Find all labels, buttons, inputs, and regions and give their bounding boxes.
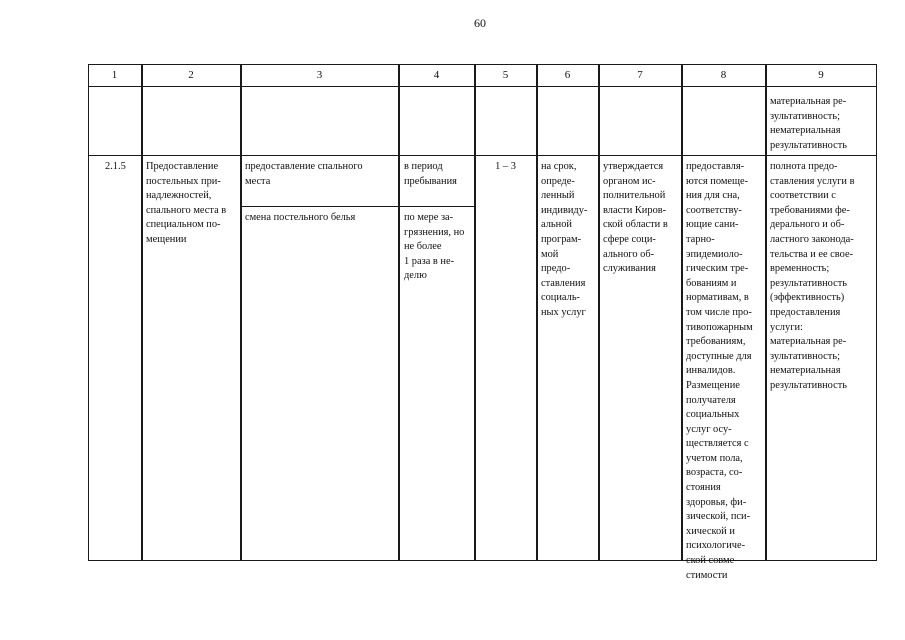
header-col-7: 7 [637,69,643,81]
service-volume: 1 – 3 [495,161,516,172]
header-col-2: 2 [188,69,194,81]
col-border-4 [474,64,476,561]
subrow-divider [240,206,476,207]
service-period: на срок, опреде- ленный индивиду- альной програм- мой предо- ставления социаль- ных услуг [541,161,588,318]
col-border-0 [88,64,89,561]
col-border-3 [398,64,400,561]
header-col-6: 6 [564,69,571,81]
service-conditions: предоставля- ются помеще- ния для сна, соответству- ющие сани- тарно- эпидемиоло- гическим тре- бованиям и нормативам, в том числе про- тивопожарным требованиям, доступные для инвалидов. Размещение получателя социальных услуг осу- ществляется с учетом пола, возраста, со- стояния здоровья, фи- зической, пси- хической и психологиче- ской совме- стимости [686,161,753,581]
row-divider [88,155,877,156]
service-tariff: утверждается органом ис- полнительной власти Киров- ской области в сфере соци- ального об- служивания [603,161,668,275]
header-col-1: 1 [111,69,118,81]
col-border-6 [598,64,600,561]
sub-service-2-name: смена постельного белья [245,212,356,223]
col-border-9 [876,64,877,561]
prev-row-result-indicators: материальная ре- зультативность; нематериальная результативность [770,96,848,151]
page-number: 60 [474,16,486,30]
sub-service-1-name: предоставление спального места [245,161,363,187]
quality-indicators: полнота предо- ставления услуги в соответствии с требованиями фе- дерального и об- ластного законода- тельства и ее свое- временность; результативность (эффективность) предоставления услуги: материальная ре- зультативность; нематериальная результативность [770,161,855,391]
col-border-8 [765,64,767,561]
header-col-5: 5 [502,69,509,81]
header-col-3: 3 [316,69,323,81]
col-border-2 [240,64,242,561]
col-border-7 [681,64,683,561]
table-border-bottom [88,560,877,561]
service-name: Предоставление постельных при- надлежностей, спального места в специальном по- мещении [146,161,227,245]
sub-service-2-timing: по мере за- грязнения, но не более 1 раза в не- делю [404,212,465,282]
sub-service-1-timing: в период пребывания [404,161,457,187]
service-code: 2.1.5 [105,161,126,172]
col-border-5 [536,64,538,561]
header-col-4: 4 [433,69,440,81]
header-col-8: 8 [720,69,727,81]
col-border-1 [141,64,143,561]
header-col-9: 9 [818,69,824,81]
header-divider [88,86,877,87]
